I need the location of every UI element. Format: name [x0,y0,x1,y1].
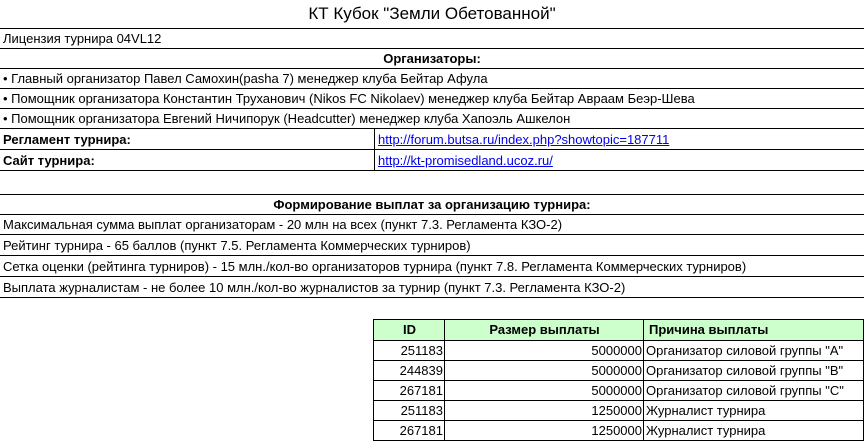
payout-rule-4: Выплата журналистам - не более 10 млн./кол-во журналистов за турнир (пункт 7.3. Регламента КЗО-2) [3,280,626,295]
payouts-heading-row [0,195,864,215]
info-column-divider [374,129,375,171]
table-header-reason: Причина выплаты [644,320,863,341]
table-gridline [373,360,864,361]
table-cell-amount: 5000000 [591,363,642,378]
table-gridline [373,420,864,421]
table-cell-reason: Организатор силовой группы "А" [646,343,844,358]
organizer-row-main [0,69,864,89]
license-row [0,29,864,49]
organizer-row-assistant-1 [0,89,864,109]
table-cell-reason: Журналист турнира [646,423,766,438]
table-cell-amount: 1250000 [591,403,642,418]
payout-rule-row-2 [0,235,864,256]
table-cell-id: 267181 [399,423,443,438]
regulation-label: Регламент турнира: [3,132,131,147]
table-cell-reason: Организатор силовой группы "В" [646,363,844,378]
payout-rule-1: Максимальная сумма выплат организаторам - 20 млн на всех (пункт 7.3. Регламента КЗО-2) [3,217,563,232]
table-gridline [444,319,445,441]
organizer-assistant-1: • Помощник организатора Константин Труханович (Nikos FC Nikolaev) менеджер клуба Бейтар Авраам Беэр-Шева [3,91,695,106]
page-title: КТ Кубок "Земли Обетованной" [308,4,556,23]
payout-rule-3: Сетка оценки (рейтинга турниров) - 15 млн./кол-во организаторов турнира (пункт 7.8. Регламента Коммерческих турниров) [3,259,747,274]
license-text: Лицензия турнира 04VL12 [3,31,162,46]
table-gridline [373,340,864,341]
table-cell-reason: Организатор силовой группы "С" [646,383,844,398]
organizer-main: • Главный организатор Павел Самохин(pasha 7) менеджер клуба Бейтар Афула [3,71,488,86]
organizer-row-assistant-2 [0,109,864,129]
site-row [0,150,864,171]
table-cell-amount: 5000000 [591,383,642,398]
table-cell-amount: 1250000 [591,423,642,438]
title-row [0,0,864,29]
payout-rule-row-3 [0,256,864,277]
payout-rule-2: Рейтинг турнира - 65 баллов (пункт 7.5. Регламента Коммерческих турниров) [3,238,471,253]
table-cell-id: 251183 [400,403,443,418]
table-cell-amount: 5000000 [591,343,642,358]
payout-rule-row-1 [0,215,864,235]
table-cell-reason: Журналист турнира [646,403,766,418]
payout-rule-row-4 [0,277,864,298]
table-gridline [373,400,864,401]
regulation-row [0,129,864,150]
table-gridline [643,319,644,441]
table-cell-id: 267181 [399,383,443,398]
table-cell-id: 244839 [399,363,443,378]
table-header-id: ID [374,320,445,341]
organizers-heading-row [0,49,864,69]
regulation-link[interactable]: http://forum.butsa.ru/index.php?showtopic=187711 [378,132,670,147]
site-label: Сайт турнира: [3,153,95,168]
table-gridline [373,380,864,381]
table-header-amount: Размер выплаты [445,320,644,341]
table-cell-id: 251183 [400,343,443,358]
organizers-heading: Организаторы: [383,51,481,66]
table-gridline [373,319,864,320]
organizer-assistant-2: • Помощник организатора Евгений Ничипорук (Headcutter) менеджер клуба Хапоэль Ашкелон [3,111,571,126]
site-link[interactable]: http://kt-promisedland.ucoz.ru/ [378,153,553,168]
table-gridline [373,440,864,441]
payouts-heading: Формирование выплат за организацию турнира: [273,197,591,212]
table-gridline [373,319,374,441]
